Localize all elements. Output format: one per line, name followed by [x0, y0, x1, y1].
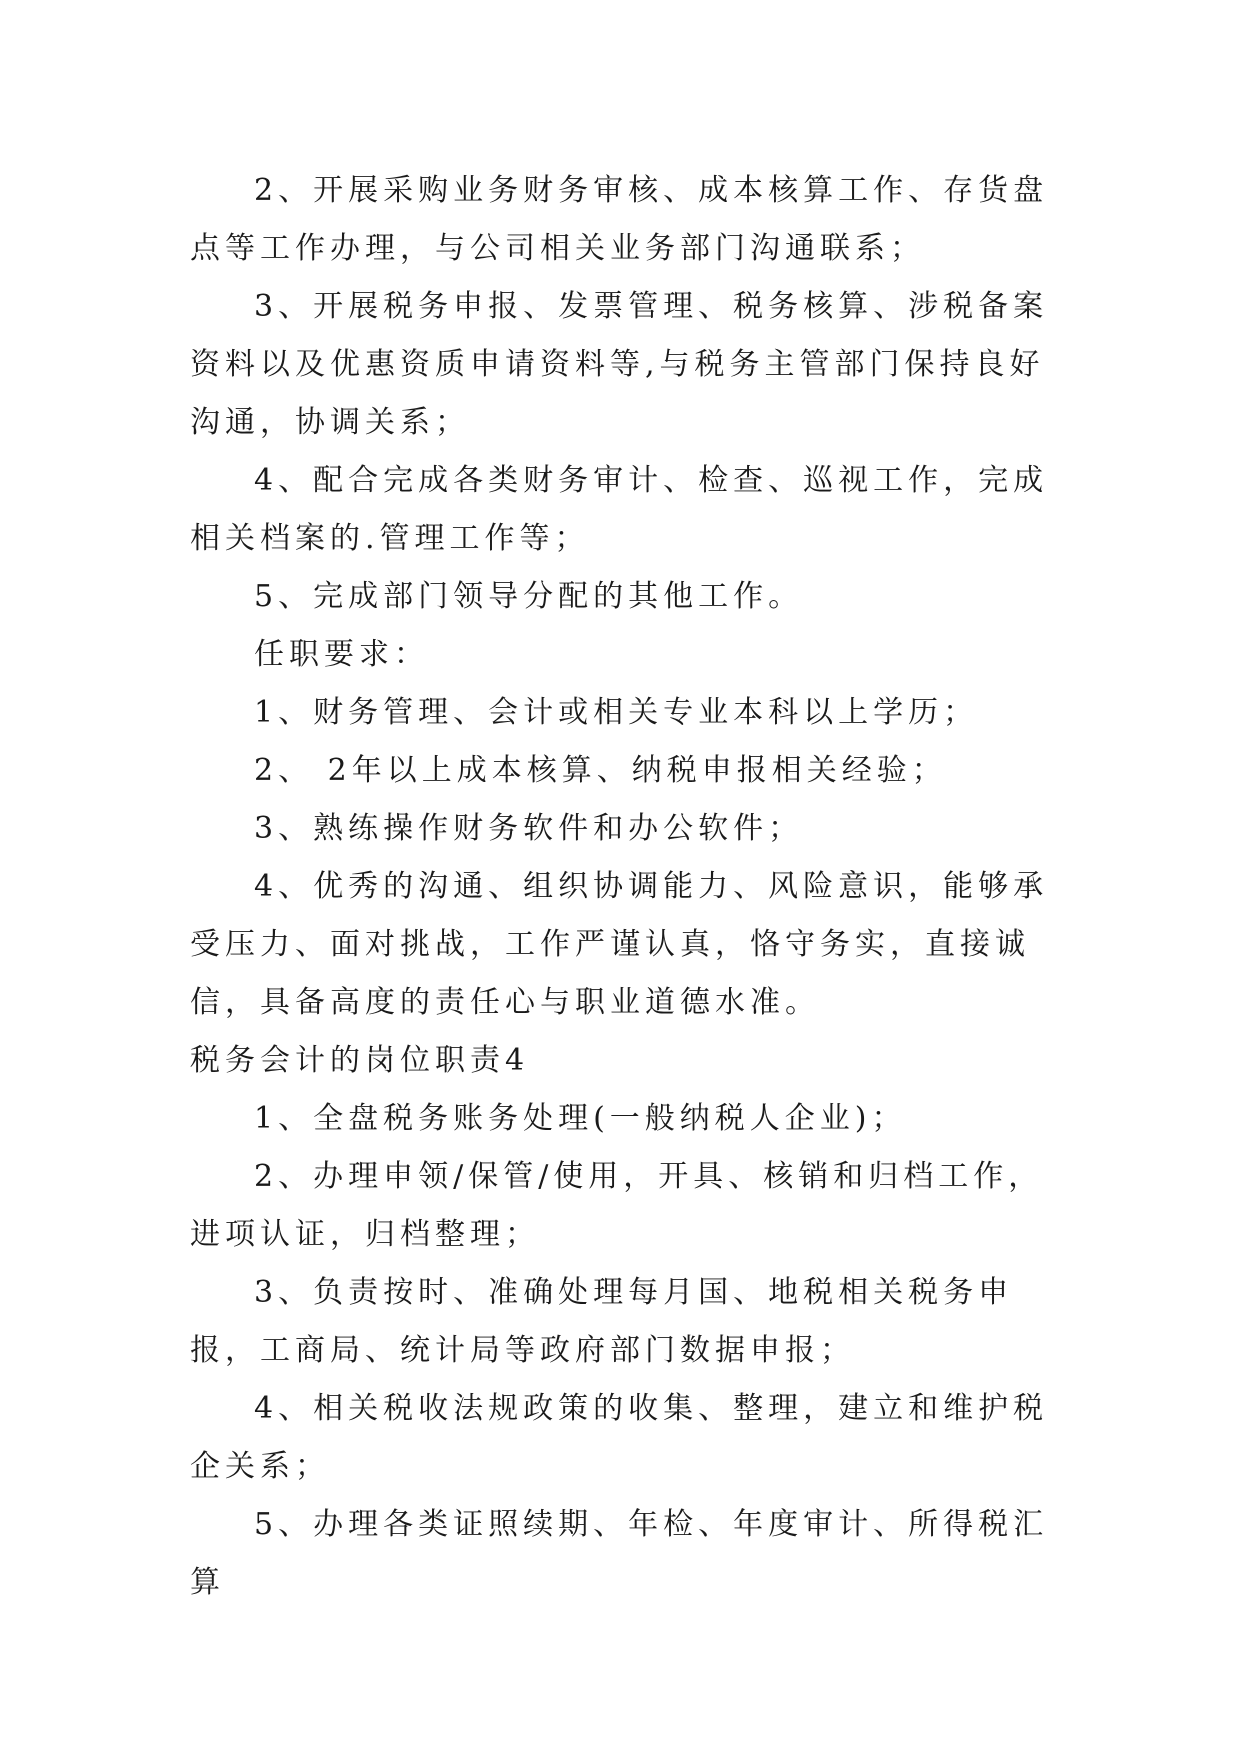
- list-item: 1、财务管理、会计或相关专业本科以上学历；: [254, 695, 979, 730]
- list-item: 4、配合完成各类财务审计、检查、巡视工作，完成相关档案的.管理工作等；: [190, 463, 1049, 556]
- list-item: 4、优秀的沟通、组织协调能力、风险意识，能够承受压力、面对挑战，工作严谨认真，恪守务实，直接诚信，具备高度的责任心与职业道德水准。: [190, 869, 1049, 1020]
- list-item: 3、熟练操作财务软件和办公软件；: [254, 811, 804, 846]
- list-item: 1、全盘税务账务处理(一般纳税人企业)；: [254, 1101, 907, 1136]
- document-body: [190, 162, 1050, 1612]
- list-item: 2、开展采购业务财务审核、成本核算工作、存货盘点等工作办理，与公司相关业务部门沟通联系；: [190, 173, 1049, 266]
- list-item: 3、负责按时、准确处理每月国、地税相关税务申报，工商局、统计局等政府部门数据申报；: [190, 1275, 1014, 1368]
- list-item: 5、办理各类证照续期、年检、年度审计、所得税汇算: [190, 1507, 1049, 1600]
- requirements-label: 任职要求：: [254, 637, 429, 672]
- list-item: 2、 2年以上成本核算、纳税申报相关经验；: [254, 753, 947, 788]
- list-item: 4、相关税收法规政策的收集、整理，建立和维护税企关系；: [190, 1391, 1049, 1484]
- list-item: 3、开展税务申报、发票管理、税务核算、涉税备案资料以及优惠资质申请资料等,与税务主管部门保持良好沟通，协调关系；: [190, 289, 1049, 440]
- list-item: 2、办理申领/保管/使用，开具、核销和归档工作，进项认证，归档整理；: [190, 1159, 1044, 1252]
- section-heading: 税务会计的岗位职责4: [190, 1043, 530, 1078]
- list-item: 5、完成部门领导分配的其他工作。: [254, 579, 804, 614]
